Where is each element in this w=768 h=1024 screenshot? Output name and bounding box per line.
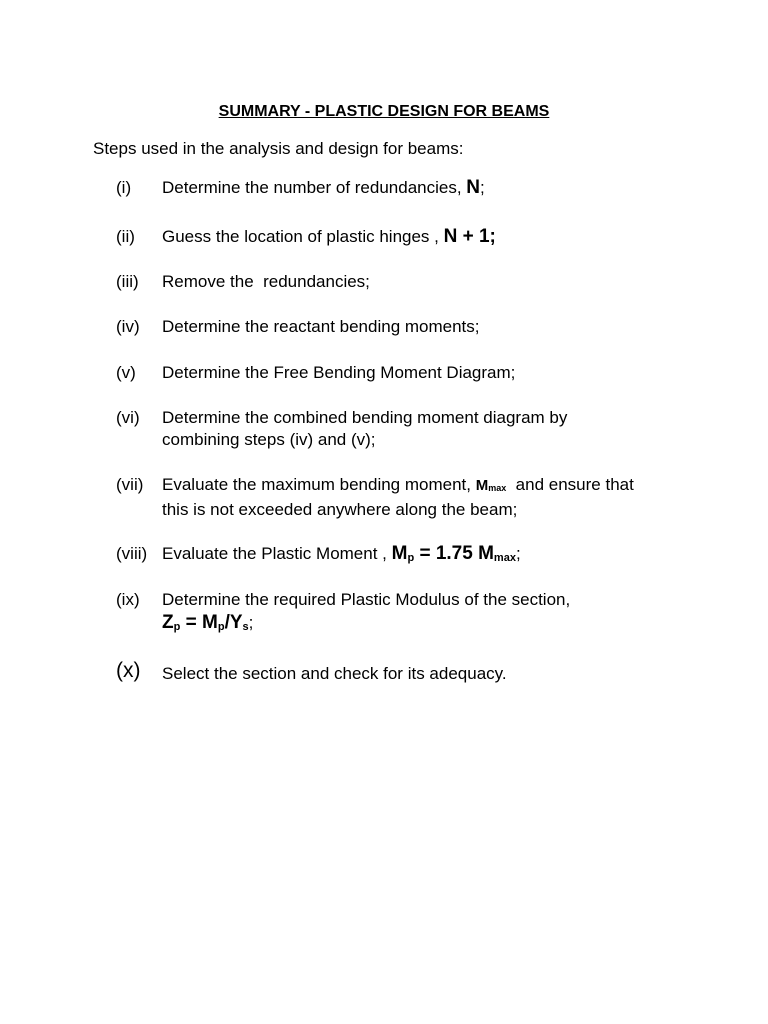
intro-text: Steps used in the analysis and design for beams: (93, 139, 464, 158)
step-number: (vii) (116, 475, 144, 494)
step-text: Determine the required Plastic Modulus of the section, Zp = Mp/Ys; (162, 589, 692, 638)
symbol-m-max: Mmax (475, 477, 507, 494)
step-number: (iv) (116, 317, 140, 336)
step-text: Remove the redundancies; (162, 272, 370, 291)
step-number: (vi) (116, 408, 140, 427)
step-text: Evaluate the Plastic Moment , Mp = 1.75 Mmax; (162, 543, 521, 564)
step-number: (ii) (116, 227, 135, 246)
step-number: (x) (116, 659, 141, 682)
symbol-n: N (466, 177, 481, 198)
step-text: Evaluate the maximum bending moment, Mmax and ensure that this is not exceeded anywhere along the beam; (162, 475, 634, 519)
formula-zp: Zp = Mp/Ys; (162, 612, 254, 633)
step-text: Select the section and check for its adequacy. (162, 664, 507, 683)
step-number: (i) (116, 178, 132, 197)
document-title: SUMMARY - PLASTIC DESIGN FOR BEAMS (218, 103, 550, 120)
step-text: Determine the reactant bending moments; (162, 317, 480, 336)
formula-mp: Mp = 1.75 Mmax (391, 543, 516, 564)
step-number: (v) (116, 363, 136, 382)
step-number: (viii) (116, 544, 148, 563)
step-text: Determine the Free Bending Moment Diagram; (162, 363, 516, 382)
step-number: (iii) (116, 272, 139, 291)
step-text: Determine the combined bending moment diagram by combining steps (iv) and (v); (162, 408, 568, 449)
symbol-n-plus-1: N + 1; (443, 226, 496, 247)
step-number: (ix) (116, 590, 140, 609)
step-text: Determine the number of redundancies, N; (162, 177, 485, 198)
step-text: Guess the location of plastic hinges , N + 1; (162, 226, 496, 247)
